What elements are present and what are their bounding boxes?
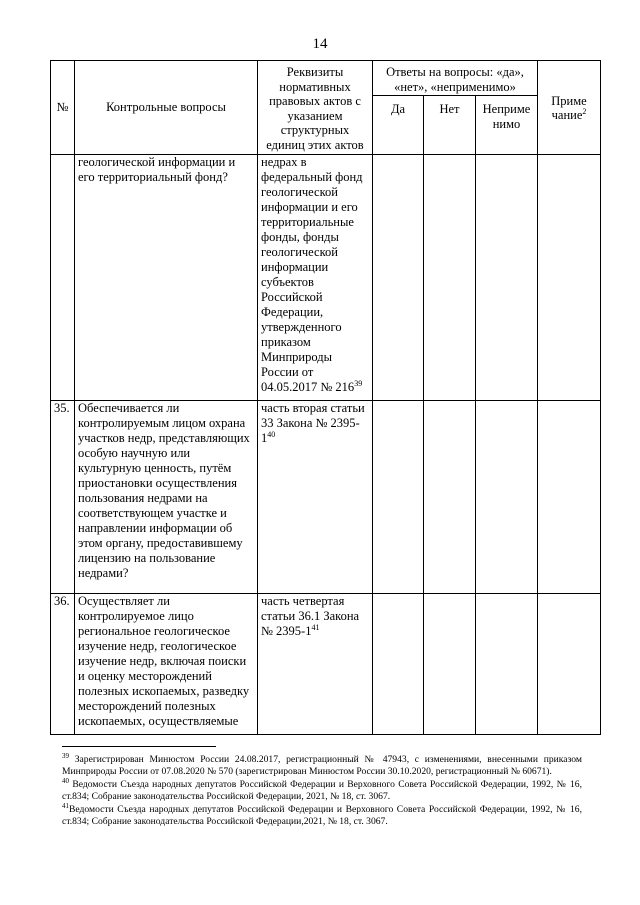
- note-header-footnote-mark: 2: [582, 106, 587, 116]
- answer-na-cell: [476, 594, 538, 735]
- table-row: [51, 594, 601, 735]
- note-cell: [538, 594, 601, 735]
- question-cell: Осуществляет ли контролируемое лицо региональное геологическое изучение недр, геологическое изучение недр, включая поиски и оценку месторождений полезных ископаемых, разведку месторождений полезных ископаемых, осуществляемые: [75, 594, 258, 735]
- control-questions-table: [50, 60, 601, 735]
- footnote-text: Ведомости Съезда народных депутатов Российской Федерации и Верховного Совета Российской Федерации, 1992, № 16, ст.834; Собрание законодательства Российской Федерации, 2021, № 18, ст. 3067.: [62, 778, 582, 803]
- footnote-mark: 40: [267, 429, 276, 439]
- table-row: [51, 155, 601, 401]
- requisite-cell: [258, 155, 373, 401]
- footnote-mark: 41: [311, 622, 320, 632]
- column-header-not-applicable: Неприме нимо: [476, 96, 538, 155]
- requisite-text: недрах в федеральный фонд геологической информации и его территориальные фонды, фонды геологической информации субъектов Российской Федерации, утвержденного приказом Минприроды России от 04.05.2017 № 216: [261, 155, 363, 394]
- row-number: 35.: [51, 401, 75, 594]
- answer-no-cell: [424, 401, 476, 594]
- footnote-number: 39: [62, 751, 69, 760]
- answer-no-cell: [424, 594, 476, 735]
- column-header-no: Нет: [424, 96, 476, 155]
- requisite-text: часть вторая статьи 33 Закона № 2395-1: [261, 401, 365, 445]
- column-header-yes: Да: [373, 96, 424, 155]
- question-cell: Обеспечивается ли контролируемым лицом охрана участков недр, представляющих особую научную или культурную ценность, путём приостановки осуществления пользования недрами на соответствующем участке и направлении информации об этом органу, предоставившему лицензию на пользование недрами?: [75, 401, 258, 594]
- footnote-number: 41: [62, 801, 69, 810]
- footnote-number: 40: [62, 776, 69, 785]
- answer-no-cell: [424, 155, 476, 401]
- footnote-text: Ведомости Съезда народных депутатов Российской Федерации и Верховного Совета Российской Федерации, 1992, № 16, ст.834; Собрание законодательства Российской Федерации,2021, № 18, ст. 3067.: [62, 803, 582, 828]
- row-number: [51, 155, 75, 401]
- answer-yes-cell: [373, 594, 424, 735]
- column-header-number: №: [51, 61, 75, 155]
- note-cell: [538, 401, 601, 594]
- column-header-answers: Ответы на вопросы: «да», «нет», «неприменимо»: [373, 61, 538, 96]
- requisite-cell: [258, 401, 373, 594]
- column-header-note: [538, 61, 601, 155]
- footnote-text: Зарегистрирован Минюстом России 24.08.2017, регистрационный № 47943, с изменениями, внесенными приказом Минприроды России от 07.08.2020 № 570 (зарегистрирован Минюстом России 30.10.2020, регистрационный № 60671).: [62, 754, 582, 778]
- answer-na-cell: [476, 155, 538, 401]
- answer-na-cell: [476, 401, 538, 594]
- column-header-question: Контрольные вопросы: [75, 61, 258, 155]
- footnotes: [62, 751, 582, 828]
- requisite-text: часть четвертая статьи 36.1 Закона № 2395-1: [261, 594, 360, 638]
- requisite-cell: [258, 594, 373, 735]
- answer-yes-cell: [373, 401, 424, 594]
- note-cell: [538, 155, 601, 401]
- page-number: 14: [312, 36, 328, 52]
- column-header-requisites: Реквизиты нормативных правовых актов с указанием структурных единиц этих актов: [258, 61, 373, 155]
- answer-yes-cell: [373, 155, 424, 401]
- question-cell: геологической информации и его территориальный фонд?: [75, 155, 258, 401]
- footnote-mark: 39: [354, 378, 363, 388]
- footnote: [62, 801, 582, 829]
- row-number: 36.: [51, 594, 75, 735]
- footnote-separator: [62, 746, 216, 747]
- table-row: [51, 401, 601, 594]
- note-header-text: Приме чание: [551, 93, 587, 122]
- footnote: [62, 751, 582, 779]
- footnote: [62, 776, 582, 804]
